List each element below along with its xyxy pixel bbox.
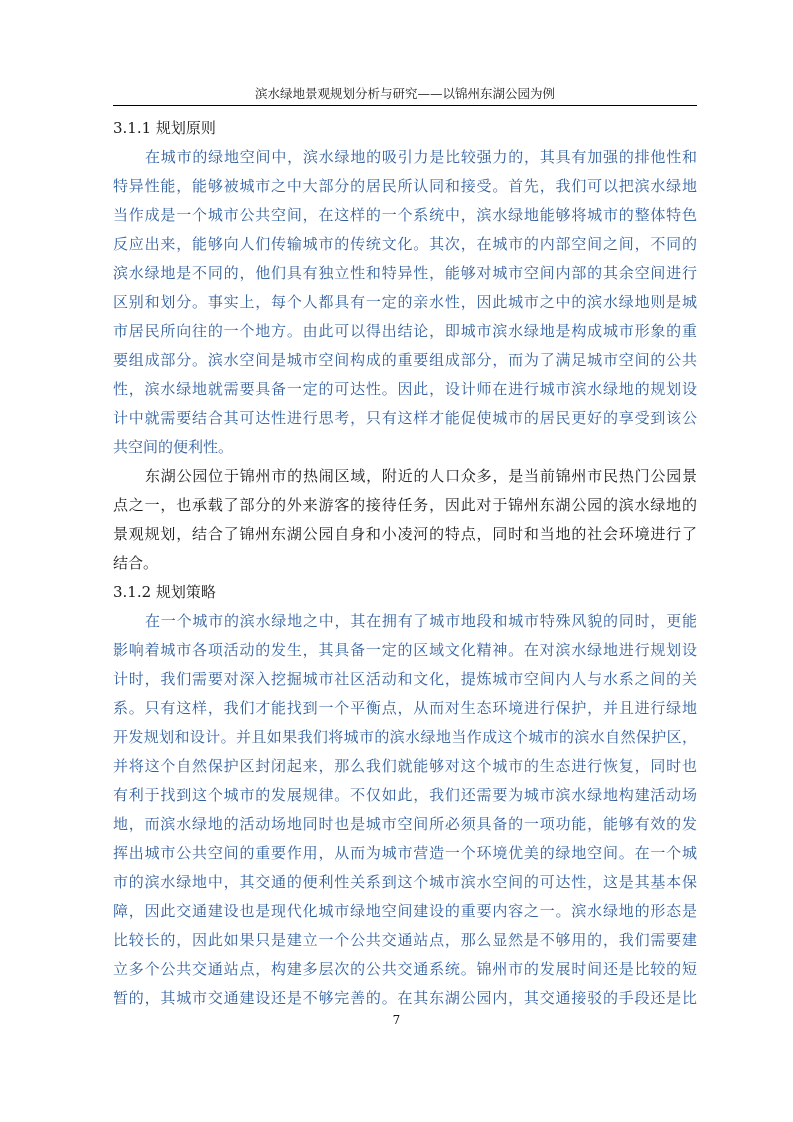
text-line: 计时，我们需要对深入挖掘城市社区活动和文化，提炼城市空间内人与水系之间的关 [113,670,697,688]
text-line: 反应出来，能够向人们传输城市的传统文化。其次，在城市的内部空间之间，不同的 [113,235,697,253]
section-heading-planning-principles: 3.1.1 规划原则 [113,119,216,137]
text-line: 当作成是一个城市公共空间，在这样的一个系统中，滨水绿地能够将城市的整体特色 [113,206,697,224]
paragraph-east-lake-park [113,462,697,578]
text-line: 系。只有这样，我们才能找到一个平衡点，从而对生态环境进行保护，并且进行绿地 [113,699,697,717]
text-line: 有利于找到这个城市的发展规律。不仅如此，我们还需要为城市滨水绿地构建活动场 [113,786,697,804]
text-line: 滨水绿地是不同的，他们具有独立性和特异性，能够对城市空间内部的其余空间进行 [113,264,697,282]
text-line: 并将这个自然保护区封闭起来，那么我们就能够对这个城市的生态进行恢复，同时也 [113,757,697,775]
text-line: 开发规划和设计。并且如果我们将城市的滨水绿地当作成这个城市的滨水自然保护区， [113,728,697,746]
text-line: 区别和划分。事实上，每个人都具有一定的亲水性，因此城市之中的滨水绿地则是城 [113,293,697,311]
text-line: 比较长的，因此如果只是建立一个公共交通站点，那么显然是不够用的，我们需要建 [113,931,697,949]
text-line: 立多个公共交通站点，构建多层次的公共交通系统。锦州市的发展时间还是比较的短 [113,960,697,978]
text-line: 要组成部分。滨水空间是城市空间构成的重要组成部分，而为了满足城市空间的公共 [113,351,697,369]
text-line: 计中就需要结合其可达性进行思考，只有这样才能促使城市的居民更好的享受到该公 [113,409,697,427]
page-number: 7 [392,1013,401,1027]
running-header: 滨水绿地景观规划分析与研究——以锦州东湖公园为例 [254,86,555,101]
text-line: 影响着城市各项活动的发生，其具备一定的区域文化精神。在对滨水绿地进行规划设 [113,641,697,659]
text-line: 特异性能，能够被城市之中大部分的居民所认同和接受。首先，我们可以把滨水绿地 [113,177,697,195]
text-line: 市居民所向往的一个地方。由此可以得出结论，即城市滨水绿地是构成城市形象的重 [113,322,697,340]
paragraph-principles [113,143,697,462]
text-line: 暂的，其城市交通建设还是不够完善的。在其东湖公园内，其交通接驳的手段还是比 [113,989,697,1007]
text-line: 景观规划，结合了锦州东湖公园自身和小凌河的特点，同时和当地的社会环境进行了 [113,525,697,543]
text-line: 结合。 [113,554,159,572]
paragraph-strategy [113,607,697,1013]
text-line: 性，滨水绿地就需要具备一定的可达性。因此，设计师在进行城市滨水绿地的规划设 [113,380,697,398]
header-rule [113,105,697,106]
text-line: 在一个城市的滨水绿地之中，其在拥有了城市地段和城市特殊风貌的同时，更能 [145,612,697,630]
text-line: 障，因此交通建设也是现代化城市绿地空间建设的重要内容之一。滨水绿地的形态是 [113,902,697,920]
page-body [113,114,697,1013]
section-heading-planning-strategy: 3.1.2 规划策略 [113,583,216,601]
text-line: 共空间的便利性。 [113,438,234,456]
text-line: 东湖公园位于锦州市的热闹区域，附近的人口众多，是当前锦州市民热门公园景 [145,467,697,485]
text-line: 市的滨水绿地中，其交通的便利性关系到这个城市滨水空间的可达性，这是其基本保 [113,873,697,891]
text-line: 地，而滨水绿地的活动场地同时也是城市空间所必须具备的一项功能，能够有效的发 [113,815,697,833]
text-line: 挥出城市公共空间的重要作用，从而为城市营造一个环境优美的绿地空间。在一个城 [113,844,697,862]
text-line: 在城市的绿地空间中，滨水绿地的吸引力是比较强力的，其具有加强的排他性和 [145,148,697,166]
text-line: 点之一，也承载了部分的外来游客的接待任务，因此对于锦州东湖公园的滨水绿地的 [113,496,697,514]
